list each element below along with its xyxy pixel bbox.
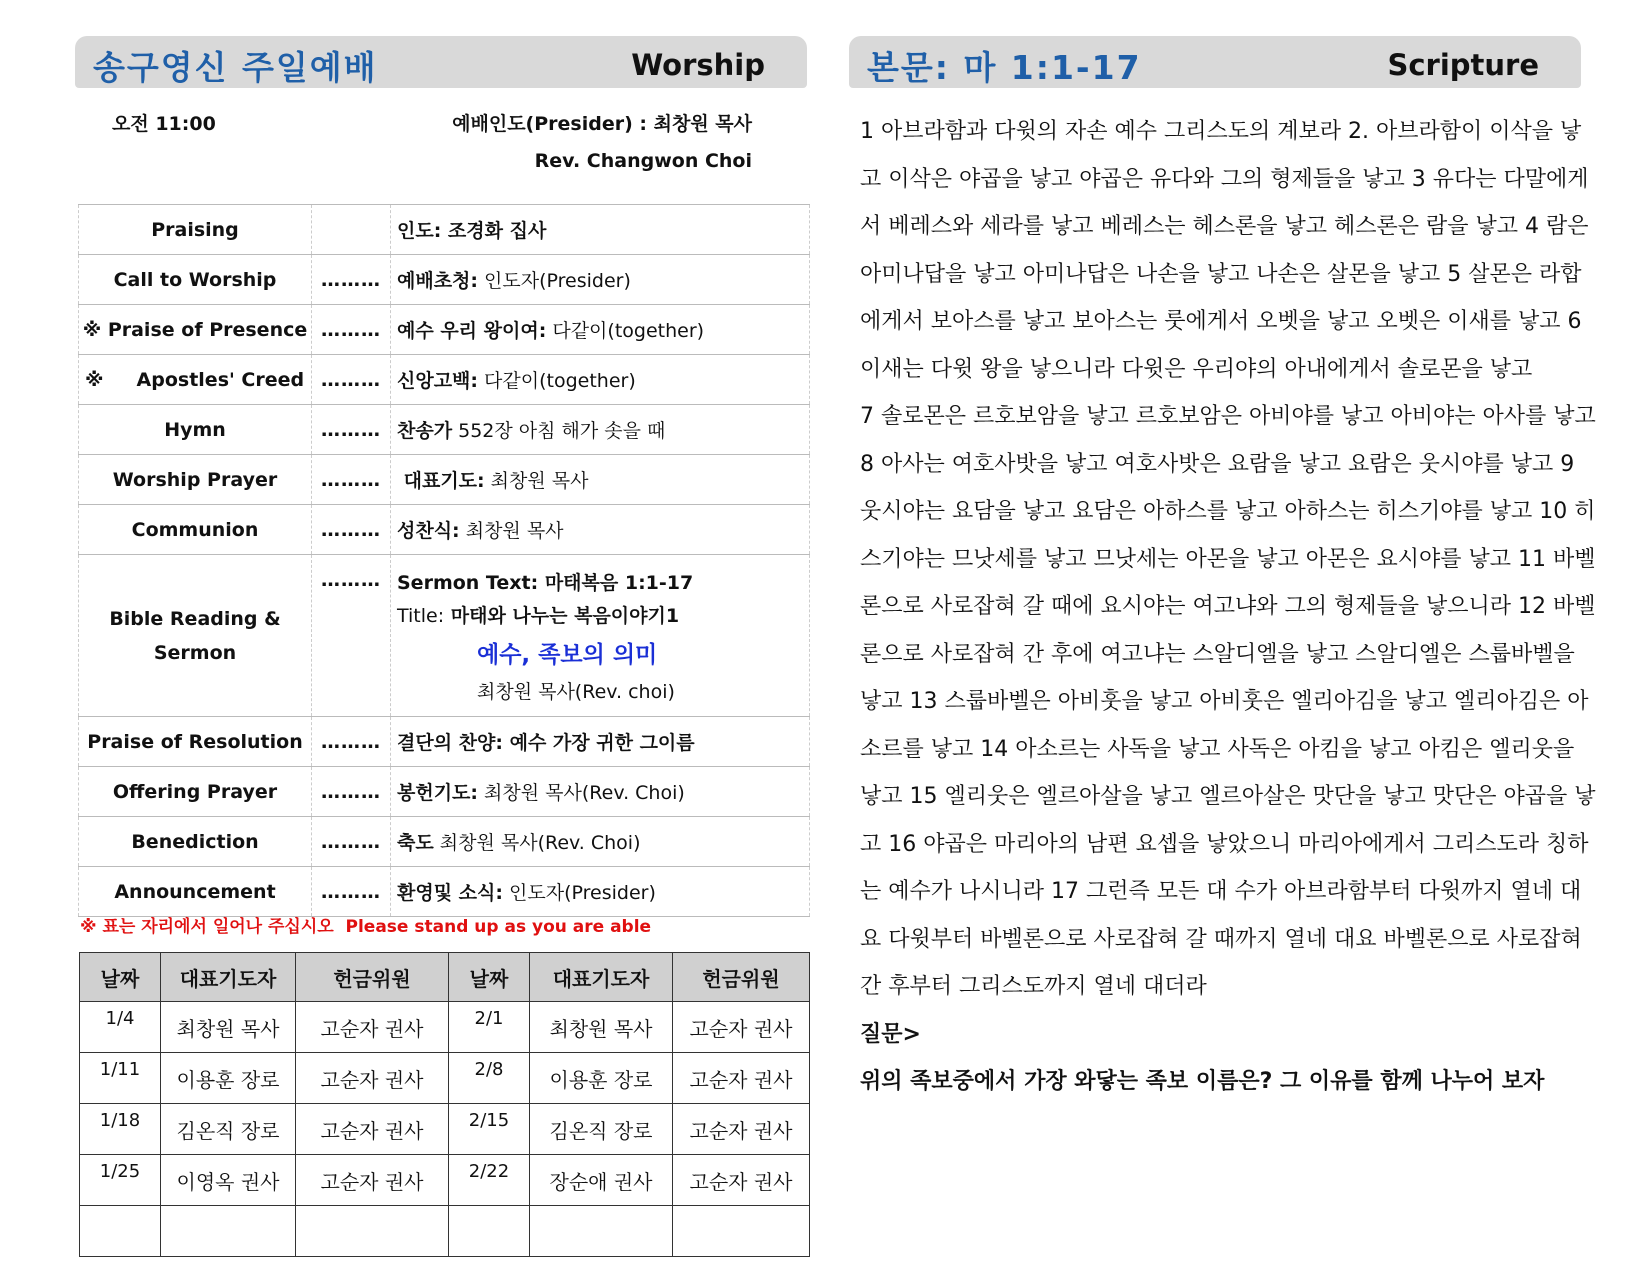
order-dots: ……… (312, 817, 391, 867)
order-detail-value: 최창원 목사 (484, 470, 589, 492)
order-row (79, 717, 810, 767)
roster-date (449, 1206, 530, 1257)
scripture-title-korean: 본문: 마 1:1-17 (867, 48, 1142, 87)
order-item: Hymn (79, 405, 312, 455)
presider-name-english: Rev. Changwon Choi (534, 150, 752, 172)
order-detail-title: 찬송가 (397, 420, 453, 442)
order-dots: ……… (312, 405, 391, 455)
roster-date: 2/22 (449, 1155, 530, 1206)
roster-header: 헌금위원 (673, 953, 810, 1002)
order-detail-value: 최창원 목사(Rev. Choi) (433, 832, 641, 854)
roster-date: 1/4 (80, 1002, 161, 1053)
order-detail-value: 최창원 목사(Rev. Choi) (478, 782, 685, 804)
order-item: Communion (79, 505, 312, 555)
order-dots: ……… (312, 455, 391, 505)
roster-row (80, 1002, 810, 1053)
roster-date: 1/18 (80, 1104, 161, 1155)
roster-date (80, 1206, 161, 1257)
order-row (79, 505, 810, 555)
order-detail (391, 405, 810, 455)
roster-offering: 고순자 권사 (296, 1002, 449, 1053)
order-dots: ……… (312, 867, 391, 917)
order-row (79, 817, 810, 867)
order-detail-title: 인도: (397, 220, 442, 242)
worship-title-korean: 송구영신 주일예배 (93, 48, 378, 87)
order-row (79, 205, 810, 255)
roster-offering: 고순자 권사 (296, 1155, 449, 1206)
sermon-text-line (397, 568, 809, 595)
order-detail-title: 봉헌기도: (397, 782, 479, 804)
order-item: ※ Praise of Presence (79, 305, 312, 355)
order-dots: ……… (312, 767, 391, 817)
order-detail (391, 505, 810, 555)
roster-prayer (530, 1206, 673, 1257)
sermon-main-title: 예수, 족보의 의미 (477, 641, 658, 668)
roster-offering: 고순자 권사 (296, 1053, 449, 1104)
order-item: Benediction (79, 817, 312, 867)
order-row (79, 355, 810, 405)
order-item: Worship Prayer (79, 455, 312, 505)
order-detail-value: 예수 가장 귀한 그이름 (502, 732, 695, 754)
roster-prayer: 이용훈 장로 (530, 1053, 673, 1104)
stand-up-notice: ※ 표는 자리에서 일어나 주십시오 Please stand up as you are able (80, 917, 652, 937)
roster-header: 대표기도자 (530, 953, 673, 1002)
order-detail (391, 255, 810, 305)
order-item: Praise of Resolution (79, 717, 312, 767)
order-detail-title: 예배초청: (397, 270, 479, 292)
scripture-title-english: Scripture (1387, 48, 1539, 82)
question-text: 위의 족보중에서 가장 와닿는 족보 이름은? 그 이유를 함께 나누어 보자 (860, 1069, 1545, 1094)
order-item: ※ Apostles' Creed (79, 355, 312, 405)
roster-offering: 고순자 권사 (673, 1053, 810, 1104)
order-detail (391, 867, 810, 917)
presider-label: 예배인도(Presider) : 최창원 목사 (452, 113, 752, 135)
roster-prayer (161, 1206, 296, 1257)
scripture-banner (849, 36, 1581, 88)
order-detail (391, 767, 810, 817)
roster-prayer: 김온직 장로 (161, 1104, 296, 1155)
order-detail-title: 축도 (397, 832, 434, 854)
order-detail (391, 305, 810, 355)
order-item: Offering Prayer (79, 767, 312, 817)
order-detail-title: 대표기도: (397, 470, 485, 492)
roster-header: 날짜 (449, 953, 530, 1002)
order-detail (391, 817, 810, 867)
sermon-detail (391, 555, 810, 717)
order-detail (391, 717, 810, 767)
order-row (79, 305, 810, 355)
order-detail (391, 455, 810, 505)
roster-offering: 고순자 권사 (673, 1104, 810, 1155)
roster-prayer: 장순애 권사 (530, 1155, 673, 1206)
order-detail-title: 성찬식: (397, 520, 460, 542)
roster-offering (673, 1206, 810, 1257)
order-detail (391, 355, 810, 405)
roster-prayer: 최창원 목사 (530, 1002, 673, 1053)
order-dots: ……… (312, 555, 391, 717)
roster-prayer: 김온직 장로 (530, 1104, 673, 1155)
order-detail-title: 환영및 소식: (397, 882, 503, 904)
order-dots: ……… (312, 505, 391, 555)
order-row (79, 255, 810, 305)
order-detail-value: 다같이(together) (546, 320, 705, 342)
order-detail-value: 인도자(Presider) (502, 882, 656, 904)
order-detail-value: 인도자(Presider) (478, 270, 631, 292)
order-detail-value: 다같이(together) (478, 370, 636, 392)
scripture-text (860, 108, 1600, 1106)
question-label: 질문> (860, 1021, 921, 1047)
roster-header: 대표기도자 (161, 953, 296, 1002)
scripture-paragraph: 1 아브라함과 다윗의 자손 예수 그리스도의 계보라 2. 아브라함이 이삭을 낳고 이삭은 야곱을 낳고 야곱은 유다와 그의 형제들을 낳고 3 유다는 다말에게서 베레스와 세라를 낳고 베레스는 헤스론을 낳고 헤스론은 람을 낳고 4 람은 아미나답을 낳고 아미나답은 나손을 낳고 나손은 살몬을 낳고 5 살몬은 라합에게서 보아스를 낳고 보아스는 룻에게서 오벳을 낳고 오벳은 이새를 낳고 6 이새는 다윗 왕을 낳으니라 다윗은 우리야의 아내에게서 솔로몬을 낳고 (860, 119, 1589, 382)
worship-banner (75, 36, 807, 88)
prayer-offering-roster (79, 952, 810, 1257)
roster-prayer: 최창원 목사 (161, 1002, 296, 1053)
roster-date: 2/8 (449, 1053, 530, 1104)
sermon-text-label: Sermon Text: (397, 571, 539, 594)
order-of-worship-table (78, 204, 810, 917)
worship-title-english: Worship (631, 48, 765, 82)
order-item: Call to Worship (79, 255, 312, 305)
order-dots: ……… (312, 355, 391, 405)
roster-header-row (80, 953, 810, 1002)
roster-date: 2/1 (449, 1002, 530, 1053)
roster-header: 날짜 (80, 953, 161, 1002)
roster-offering: 고순자 권사 (673, 1155, 810, 1206)
scripture-paragraph: 7 솔로몬은 르호보암을 낳고 르호보암은 아비야를 낳고 아비야는 아사를 낳고 8 아사는 여호사밧을 낳고 여호사밧은 요람을 낳고 요람은 웃시야를 낳고 9 웃시야는 요담을 낳고 요담은 아하스를 낳고 아하스는 히스기야를 낳고 10 히스기야는 므낫세를 낳고 므낫세는 아몬을 낳고 아몬은 요시야를 낳고 11 바벨론으로 사로잡혀 갈 때에 요시야는 여고냐와 그의 형제들을 낳으니라 12 바벨론으로 사로잡혀 간 후에 여고냐는 스알디엘을 낳고 스알디엘은 스룹바벨을 낳고 13 스룹바벨은 아비훗을 낳고 아비훗은 엘리아김을 낳고 엘리아김은 아소르를 낳고 14 아소르는 사독을 낳고 사독은 아킴을 낳고 아킴은 엘리웃을 낳고 15 엘리웃은 엘르아살을 낳고 엘르아살은 맛단을 낳고 맛단은 야곱을 낳고 16 야곱은 마리아의 남편 요셉을 낳았으니 마리아에게서 그리스도라 칭하는 예수가 나시니라 17 그런즉 모든 대 수가 아브라함부터 다윗까지 열네 대요 다윗부터 바벨론으로 사로잡혀 갈 때까지 열네 대요 바벨론으로 사로잡혀 간 후부터 그리스도까지 열네 대더라 (860, 404, 1596, 999)
order-row (79, 405, 810, 455)
roster-date: 1/25 (80, 1155, 161, 1206)
order-dots (312, 205, 391, 255)
order-item: Praising (79, 205, 312, 255)
sermon-text-value: 마태복음 1:1-17 (538, 571, 694, 594)
sermon-title-value: 마태와 나누는 복음이야기1 (444, 604, 680, 627)
order-dots: ……… (312, 255, 391, 305)
roster-header: 헌금위원 (296, 953, 449, 1002)
sermon-item-line2: Sermon (153, 641, 237, 664)
roster-prayer: 이영옥 권사 (161, 1155, 296, 1206)
sermon-title-line (397, 601, 809, 628)
sermon-item-line1: Bible Reading & (109, 607, 281, 630)
sermon-title-label: Title: (397, 604, 445, 627)
order-detail-value: 최창원 목사 (459, 520, 564, 542)
roster-offering: 고순자 권사 (673, 1002, 810, 1053)
order-detail-title: 신앙고백: (397, 370, 479, 392)
service-time: 오전 11:00 (112, 113, 216, 135)
roster-row (80, 1104, 810, 1155)
order-row (79, 455, 810, 505)
order-row-sermon (79, 555, 810, 717)
roster-date: 2/15 (449, 1104, 530, 1155)
roster-date: 1/11 (80, 1053, 161, 1104)
roster-prayer: 이용훈 장로 (161, 1053, 296, 1104)
order-detail-value: 552장 아침 해가 솟을 때 (452, 420, 666, 442)
roster-row (80, 1053, 810, 1104)
roster-row-empty (80, 1206, 810, 1257)
order-detail-value: 조경화 집사 (441, 220, 547, 242)
order-detail-title: 결단의 찬양: (397, 732, 503, 754)
order-detail-title: 예수 우리 왕이여: (397, 320, 547, 342)
order-row (79, 767, 810, 817)
order-row (79, 867, 810, 917)
sermon-item (79, 555, 312, 717)
roster-offering (296, 1206, 449, 1257)
order-dots: ……… (312, 305, 391, 355)
order-detail (391, 205, 810, 255)
roster-offering: 고순자 권사 (296, 1104, 449, 1155)
order-item: Announcement (79, 867, 312, 917)
roster-row (80, 1155, 810, 1206)
sermon-pastor: 최창원 목사(Rev. choi) (477, 680, 675, 703)
order-dots: ……… (312, 717, 391, 767)
